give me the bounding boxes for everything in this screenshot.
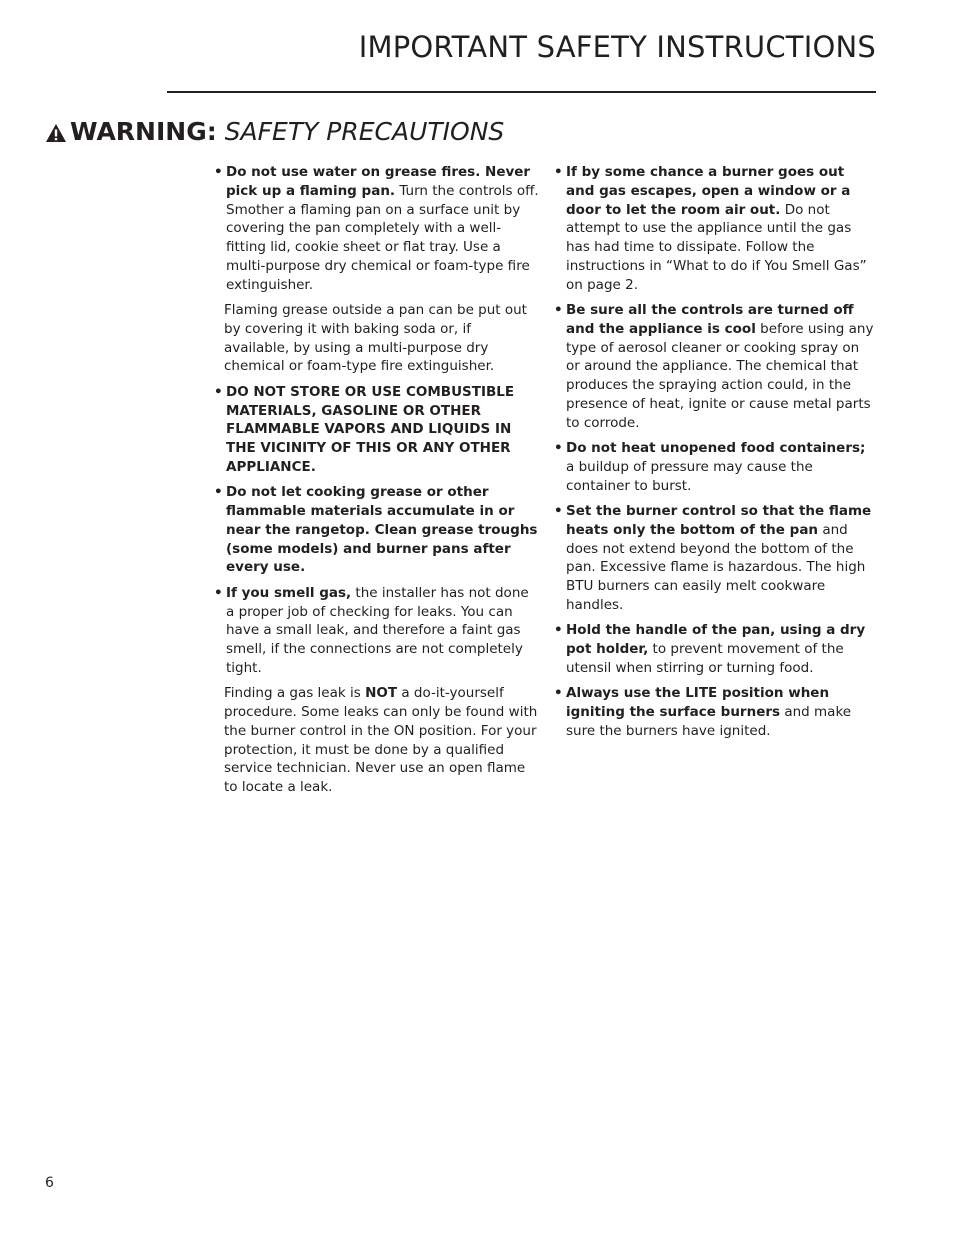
list-item (554, 439, 876, 495)
list-item (214, 584, 540, 678)
list-item (554, 684, 876, 740)
list-item (554, 163, 876, 295)
bullet-marker: • (214, 484, 223, 501)
item-bold-text: Do not use water on grease fires. Never pick up a flaming pan. (226, 164, 531, 199)
item-text: Turn the controls off. Smother a flaming pan on a surface unit by covering the pan completely with a well-fitting lid, cookie sheet or flat tray. Use a multi-purpose dry chemical or foam-type fire extinguisher. (226, 182, 539, 293)
warning-label: WARNING: (70, 117, 217, 146)
bullet-marker: • (554, 622, 563, 639)
item-bold-text: DO NOT STORE OR USE COMBUSTIBLE MATERIALS, GASOLINE OR OTHER FLAMMABLE VAPORS AND LIQUIDS IN THE VICINITY OF THIS OR ANY OTHER APPLIANCE. (226, 383, 515, 475)
item-bold-text: If you smell gas, (226, 584, 352, 601)
section-heading (45, 115, 504, 152)
item-text: and make sure the burners have ignited. (566, 704, 852, 739)
warning-triangle-icon (45, 118, 67, 152)
bullet-marker: • (214, 584, 223, 601)
item-bold-text: Be sure all the controls are turned off and the appliance is cool (566, 302, 854, 337)
item-text: Do not attempt to use the appliance until the gas has had time to dissipate. Follow the instructions in “What to do if You Smell Gas” on page 2. (566, 201, 867, 293)
left-column (214, 163, 540, 804)
section-title: SAFETY PRECAUTIONS (224, 117, 505, 146)
bullet-marker: • (554, 503, 563, 520)
item-bold-text: Do not let cooking grease or other flammable materials accumulate in or near the rangetop. Clean grease troughs (some models) and burner pans after every use. (226, 484, 538, 576)
list-item (214, 163, 540, 295)
bullet-marker: • (554, 440, 563, 457)
item-text: the installer has not done a proper job of checking for leaks. You can have a small leak, and therefore a faint gas smell, if the connections are not completely tight. (226, 584, 529, 676)
bullet-marker: • (554, 164, 563, 180)
item-text: to prevent movement of the utensil when stirring or turning food. (566, 641, 844, 676)
list-item (214, 383, 540, 477)
bullet-marker: • (214, 164, 223, 180)
bullet-marker: • (554, 302, 563, 319)
paragraph (224, 684, 540, 797)
item-bold-text: Always use the LITE position when igniting the surface burners (566, 685, 830, 721)
paragraph: Flaming grease outside a pan can be put out by covering it with baking soda or, if available, by using a multi-purpose dry chemical or foam-type fire extinguisher. (224, 302, 527, 375)
list-item (554, 621, 876, 677)
paragraph-bold-text: NOT (365, 685, 398, 702)
paragraph-text: a do-it-yourself procedure. Some leaks can only be found with the burner control in the ON position. For your protection, it must be done by a qualified service technician. Never use an open flame to locate a leak. (224, 685, 538, 796)
page-header-title: IMPORTANT SAFETY INSTRUCTIONS (358, 30, 876, 64)
bullet-marker: • (214, 383, 223, 400)
list-item (214, 483, 540, 577)
paragraph-text: Finding a gas leak is (224, 685, 366, 702)
header-divider (167, 91, 876, 93)
page-number: 6 (45, 1175, 54, 1191)
item-text: before using any type of aerosol cleaner or cooking spray on or around the appliance. The chemical that produces the spraying action could, in the presence of heat, ignite or cause metal parts to corrode. (566, 320, 874, 431)
right-column (554, 163, 876, 747)
item-text: a buildup of pressure may cause the container to burst. (566, 458, 813, 494)
item-bold-text: Do not heat unopened food containers; (566, 440, 866, 457)
list-item (554, 301, 876, 433)
bullet-marker: • (554, 685, 563, 702)
list-item (554, 502, 876, 615)
item-bold-text: Hold the handle of the pan, using a dry pot holder, (566, 622, 866, 658)
item-bold-text: Set the burner control so that the flame heats only the bottom of the pan (566, 503, 872, 538)
item-text: and does not extend beyond the bottom of the pan. Excessive flame is hazardous. The high BTU burners can easily melt cookware handles. (566, 521, 866, 614)
item-bold-text: If by some chance a burner goes out and gas escapes, open a window or a door to let the room air out. (566, 164, 851, 218)
